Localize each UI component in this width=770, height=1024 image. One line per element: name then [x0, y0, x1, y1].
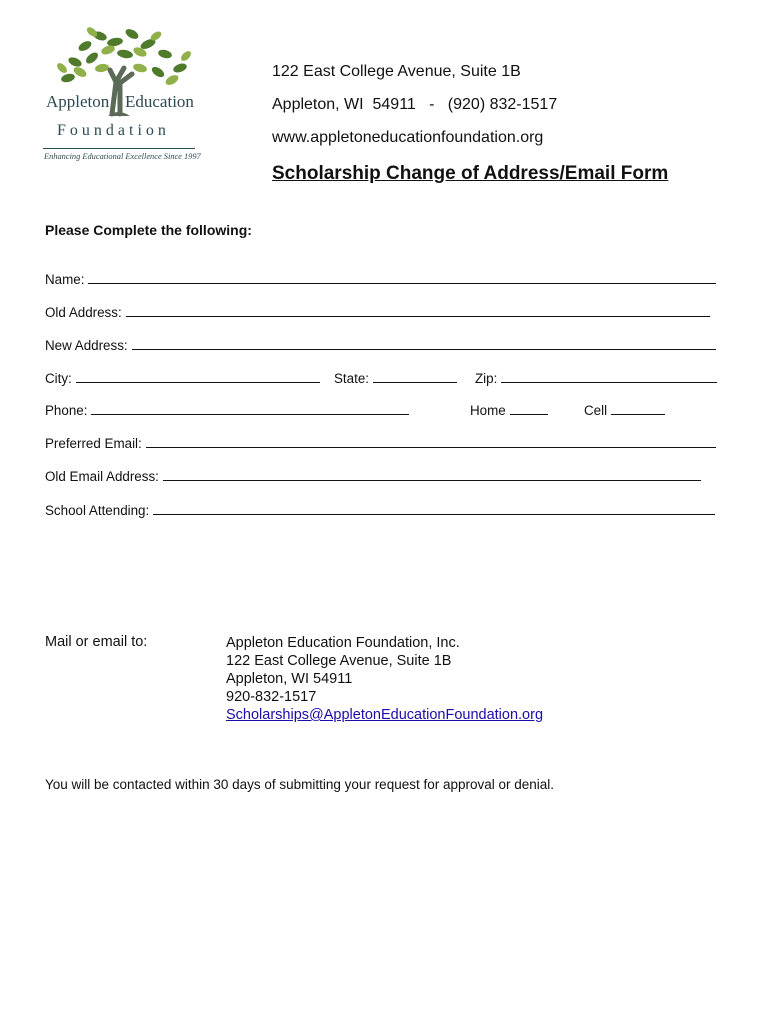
cell-label: Cell [584, 403, 608, 418]
old-email-input[interactable] [163, 470, 701, 481]
city-label: City: [45, 371, 72, 386]
state-input[interactable] [373, 372, 457, 383]
mail-address-block [226, 634, 543, 724]
school-field [45, 503, 715, 518]
old-address-label: Old Address: [45, 305, 122, 320]
name-field [45, 272, 716, 287]
phone-label: Phone: [45, 403, 88, 418]
mail-city: Appleton, WI 54911 [226, 671, 353, 687]
name-label: Name: [45, 272, 85, 287]
mail-email-link[interactable]: Scholarships@AppletonEducationFoundation.org [226, 707, 544, 723]
form-instructions: Please Complete the following: [45, 222, 252, 238]
form-title: Scholarship Change of Address/Email Form [272, 163, 669, 184]
state-field [334, 371, 457, 386]
phone-field [45, 403, 409, 418]
home-field [470, 403, 548, 418]
zip-label: Zip: [475, 371, 498, 386]
mail-street: 122 East College Avenue, Suite 1B [226, 653, 452, 669]
new-address-label: New Address: [45, 338, 128, 353]
foundation-logo [40, 24, 202, 170]
mail-phone: 920-832-1517 [226, 689, 317, 705]
city-input[interactable] [76, 372, 320, 383]
logo-word-appleton: Appleton [46, 92, 110, 111]
preferred-email-input[interactable] [146, 437, 716, 448]
school-label: School Attending: [45, 503, 150, 518]
name-input[interactable] [88, 273, 716, 284]
old-email-label: Old Email Address: [45, 469, 159, 484]
phone-input[interactable] [91, 404, 409, 415]
preferred-email-field [45, 436, 716, 451]
logo-word-foundation: Foundation [57, 122, 170, 139]
response-notice: You will be contacted within 30 days of submitting your request for approval or denial. [45, 777, 555, 792]
old-address-input[interactable] [126, 306, 710, 317]
logo-divider [43, 148, 195, 149]
cell-field [584, 403, 665, 418]
preferred-email-label: Preferred Email: [45, 436, 142, 451]
logo-tagline: Enhancing Educational Excellence Since 1997 [44, 152, 201, 161]
mail-org: Appleton Education Foundation, Inc. [226, 635, 460, 651]
zip-field [475, 371, 717, 386]
header-website[interactable]: www.appletoneducationfoundation.org [272, 129, 544, 146]
school-input[interactable] [153, 504, 715, 515]
logo-word-education: Education [125, 92, 194, 111]
cell-checkbox[interactable] [611, 404, 665, 415]
header-address-line1: 122 East College Avenue, Suite 1B [272, 63, 521, 80]
header-address-line2: Appleton, WI 54911 - (920) 832-1517 [272, 96, 558, 113]
old-address-field [45, 305, 710, 320]
city-field [45, 371, 320, 386]
mail-label: Mail or email to: [45, 634, 148, 650]
home-label: Home [470, 403, 506, 418]
new-address-input[interactable] [132, 339, 716, 350]
old-email-field [45, 469, 701, 484]
zip-input[interactable] [501, 372, 717, 383]
new-address-field [45, 338, 716, 353]
state-label: State: [334, 371, 369, 386]
home-checkbox[interactable] [510, 404, 548, 415]
